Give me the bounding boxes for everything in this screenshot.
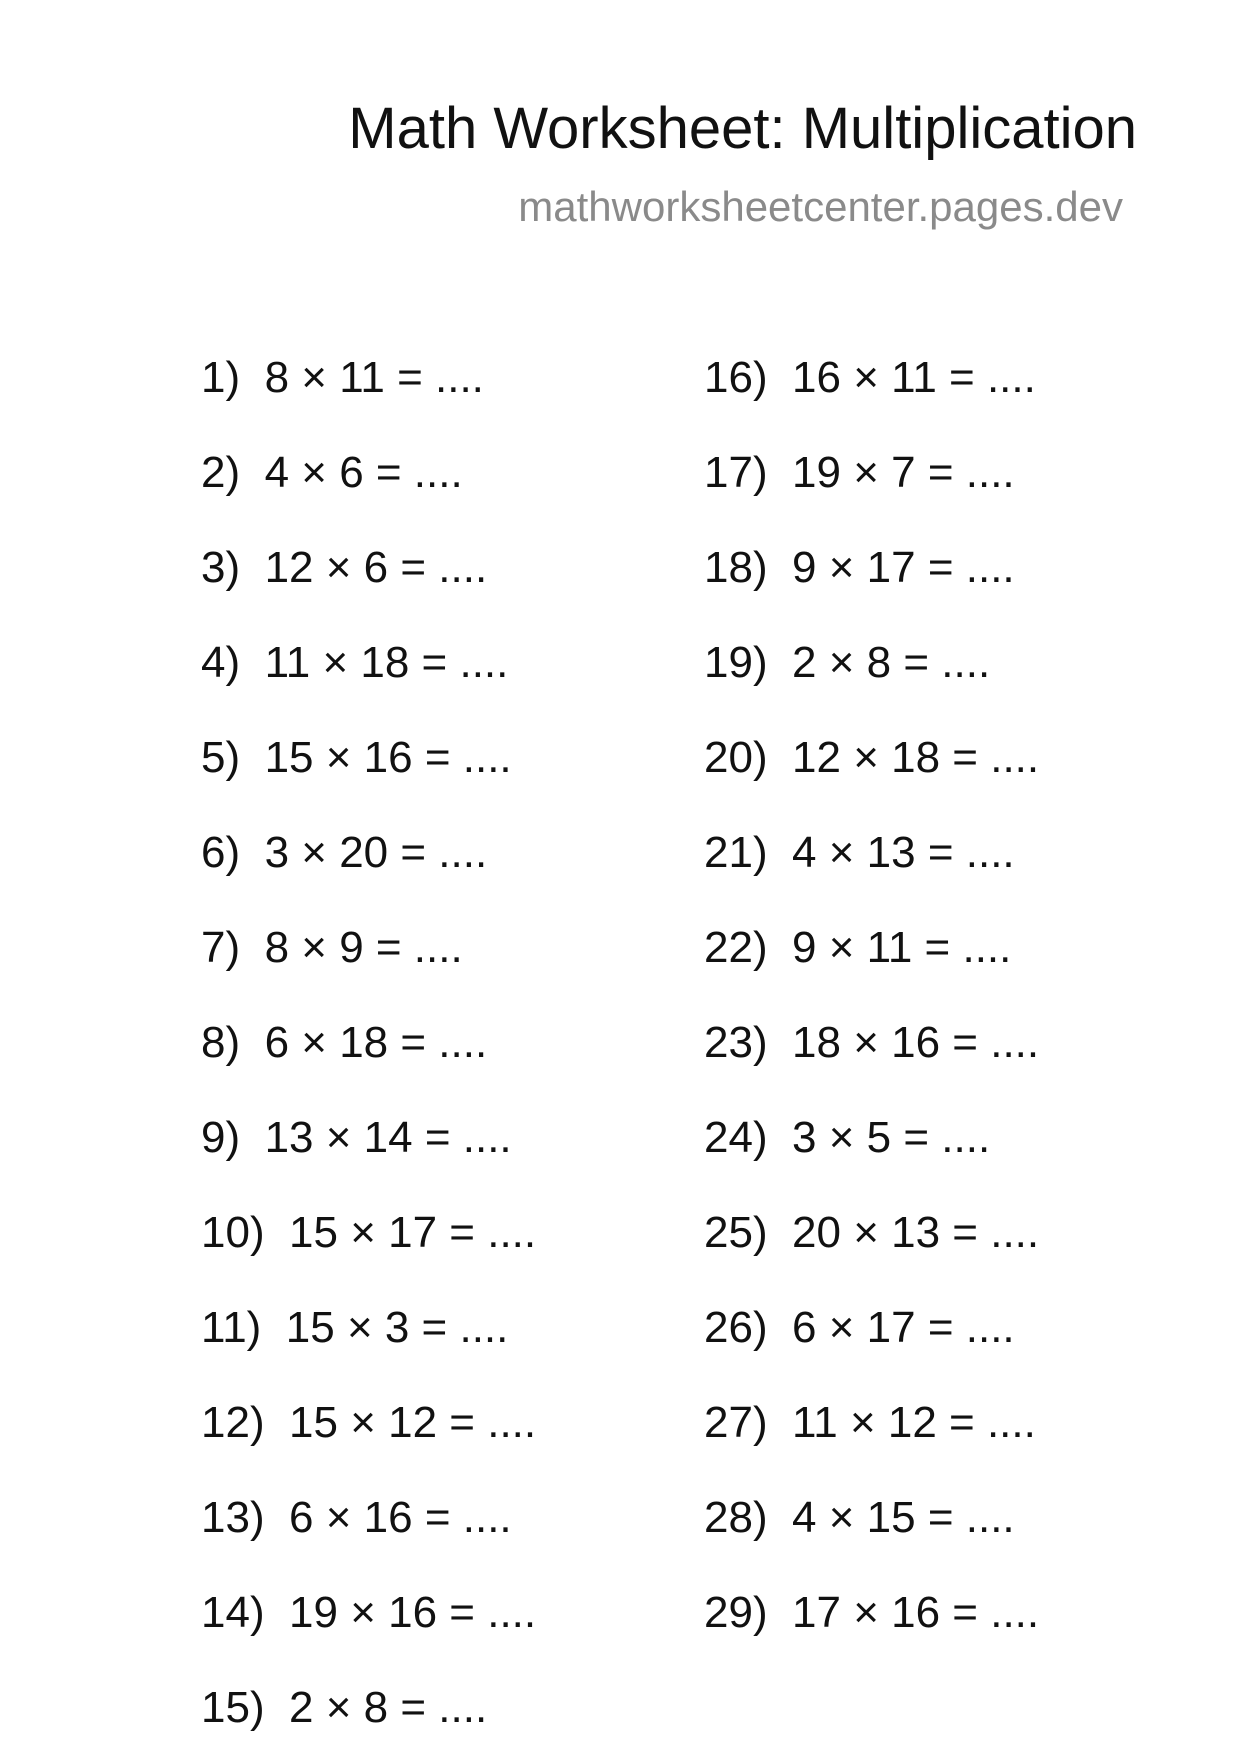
problem-19: 19) 2 × 8 = .... [704, 638, 991, 687]
problem-24: 24) 3 × 5 = .... [704, 1113, 991, 1162]
problem-29: 29) 17 × 16 = .... [704, 1588, 1040, 1637]
worksheet-source: mathworksheetcenter.pages.dev [518, 183, 1123, 230]
problem-3: 3) 12 × 6 = .... [201, 543, 488, 592]
problem-14: 14) 19 × 16 = .... [201, 1588, 537, 1637]
problem-25: 25) 20 × 13 = .... [704, 1208, 1040, 1257]
problem-13: 13) 6 × 16 = .... [201, 1493, 512, 1542]
problem-20: 20) 12 × 18 = .... [704, 733, 1040, 782]
worksheet-title: Math Worksheet: Multiplication [348, 96, 1137, 161]
problem-23: 23) 18 × 16 = .... [704, 1018, 1040, 1067]
problem-5: 5) 15 × 16 = .... [201, 733, 512, 782]
problem-16: 16) 16 × 11 = .... [704, 353, 1036, 402]
problem-11: 11) 15 × 3 = .... [201, 1303, 509, 1352]
problem-22: 22) 9 × 11 = .... [704, 923, 1012, 972]
problem-2: 2) 4 × 6 = .... [201, 448, 463, 497]
problem-28: 28) 4 × 15 = .... [704, 1493, 1015, 1542]
problem-7: 7) 8 × 9 = .... [201, 923, 463, 972]
problem-17: 17) 19 × 7 = .... [704, 448, 1015, 497]
problem-10: 10) 15 × 17 = .... [201, 1208, 537, 1257]
problem-27: 27) 11 × 12 = .... [704, 1398, 1036, 1447]
problem-12: 12) 15 × 12 = .... [201, 1398, 537, 1447]
problem-8: 8) 6 × 18 = .... [201, 1018, 488, 1067]
problem-4: 4) 11 × 18 = .... [201, 638, 509, 687]
problem-26: 26) 6 × 17 = .... [704, 1303, 1015, 1352]
problem-15: 15) 2 × 8 = .... [201, 1683, 488, 1732]
problem-9: 9) 13 × 14 = .... [201, 1113, 512, 1162]
problem-21: 21) 4 × 13 = .... [704, 828, 1015, 877]
problem-18: 18) 9 × 17 = .... [704, 543, 1015, 592]
problem-1: 1) 8 × 11 = .... [201, 353, 484, 402]
problem-6: 6) 3 × 20 = .... [201, 828, 488, 877]
